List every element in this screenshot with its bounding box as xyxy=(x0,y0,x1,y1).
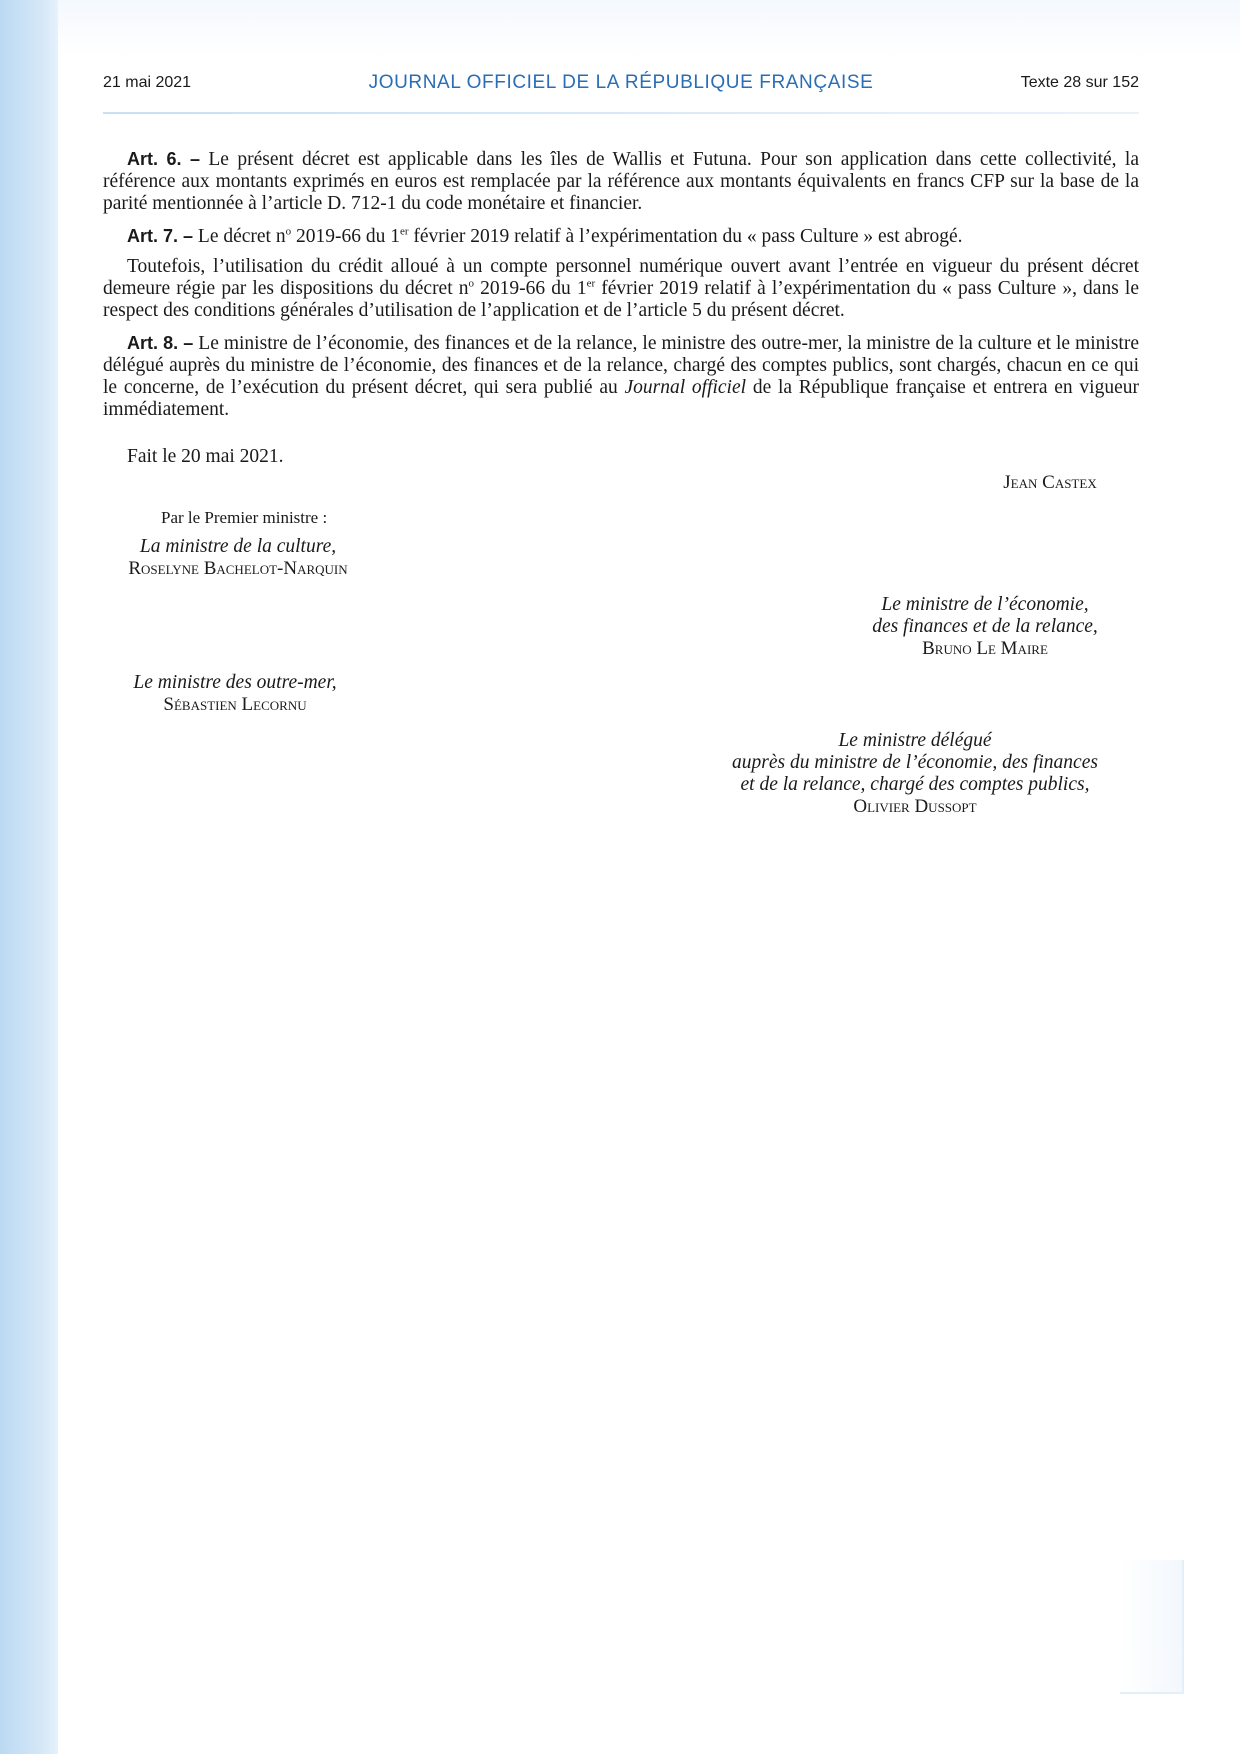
signatory-outremer xyxy=(98,672,372,716)
journal-title: JOURNAL OFFICIEL DE LA RÉPUBLIQUE FRANÇAISE xyxy=(368,72,874,93)
economie-role-1: Le ministre de l’économie, xyxy=(881,594,1089,615)
article-7-continuation xyxy=(103,256,1139,322)
article-8 xyxy=(103,332,1139,421)
article-8-text-b: de la République française et entrera en vigueur immédiatement. xyxy=(103,377,1139,420)
delegue-role-1: Le ministre délégué xyxy=(838,730,992,751)
economie-role-2: des finances et de la relance, xyxy=(872,616,1098,637)
outremer-role: Le ministre des outre-mer, xyxy=(133,672,337,693)
article-7-sup-a: o xyxy=(285,225,292,238)
economie-name: Bruno Le Maire xyxy=(922,638,1048,659)
article-8-text-a: Le ministre de l’économie, des finances et de la relance, le ministre des outre-mer, la ministre de la culture et le ministre délégué auprès du ministre de l’économie, des finances et de la relance, chargé des comptes publics, sont chargés, chacun en ce qui le concerne, de l’exécution du présent décret, qui sera publié au xyxy=(103,333,1139,398)
decree-body xyxy=(103,148,1139,431)
outremer-name: Sébastien Lecornu xyxy=(163,694,307,715)
par-le-premier-ministre: Par le Premier ministre : xyxy=(161,508,328,527)
prime-minister-signature xyxy=(960,472,1140,494)
article-7-text-a: Le décret n xyxy=(197,226,286,247)
article-6 xyxy=(103,148,1139,215)
article-7-cont-sup-b: er xyxy=(586,277,596,290)
article-7-cont-b: 2019-66 du 1 xyxy=(474,278,587,299)
signatory-economie xyxy=(830,594,1140,660)
page-header xyxy=(103,70,1139,110)
delegue-name: Olivier Dussopt xyxy=(853,796,977,817)
article-7-cont-sup-a: o xyxy=(468,277,474,290)
prime-minister-name: Jean Castex xyxy=(1003,472,1097,493)
article-7-cont-a: Toutefois, l’utilisation du crédit alloué à un compte personnel numérique ouvert avant l’entrée en vigueur du présent décret demeure régie par les dispositions du décret n xyxy=(103,256,1139,299)
article-7 xyxy=(103,225,1139,248)
delegue-role-3: et de la relance, chargé des comptes publics, xyxy=(740,774,1090,795)
article-7-label: Art. 7. – xyxy=(127,226,194,246)
article-7-sup-b: er xyxy=(399,225,409,238)
delegue-role-2: auprès du ministre de l’économie, des finances xyxy=(732,752,1098,773)
signatory-culture xyxy=(96,536,380,580)
article-7-cont-c: février 2019 relatif à l’expérimentation du « pass Culture », dans le respect des conditions générales d’utilisation de l’application et de l’article 5 du présent décret. xyxy=(103,278,1139,321)
fait-le-date: Fait le 20 mai 2021. xyxy=(127,446,284,467)
page-corner-mark xyxy=(1120,1560,1184,1694)
article-7-text-c: février 2019 relatif à l’expérimentation du « pass Culture » est abrogé. xyxy=(408,226,963,247)
culture-role: La ministre de la culture, xyxy=(139,536,337,557)
article-8-label: Art. 8. – xyxy=(127,333,194,353)
article-8-italic: Journal officiel xyxy=(624,377,747,398)
header-divider xyxy=(103,112,1139,114)
header-date: 21 mai 2021 xyxy=(103,74,192,91)
header-page-ref: Texte 28 sur 152 xyxy=(1020,74,1139,91)
article-7-text-b: 2019-66 du 1 xyxy=(291,226,400,247)
top-margin-band xyxy=(58,0,1240,58)
left-margin-band xyxy=(0,0,58,1754)
article-6-text: Le présent décret est applicable dans les îles de Wallis et Futuna. Pour son application dans cette collectivité, la référence aux montants exprimés en euros est remplacée par la référence aux montants équivalents en francs CFP sur la base de la parité mentionnée à l’article D. 712-1 du code monétaire et financier. xyxy=(103,149,1139,214)
culture-name: Roselyne Bachelot-Narquin xyxy=(128,558,348,579)
article-6-label: Art. 6. – xyxy=(127,149,201,169)
signatory-delegue xyxy=(690,730,1140,818)
